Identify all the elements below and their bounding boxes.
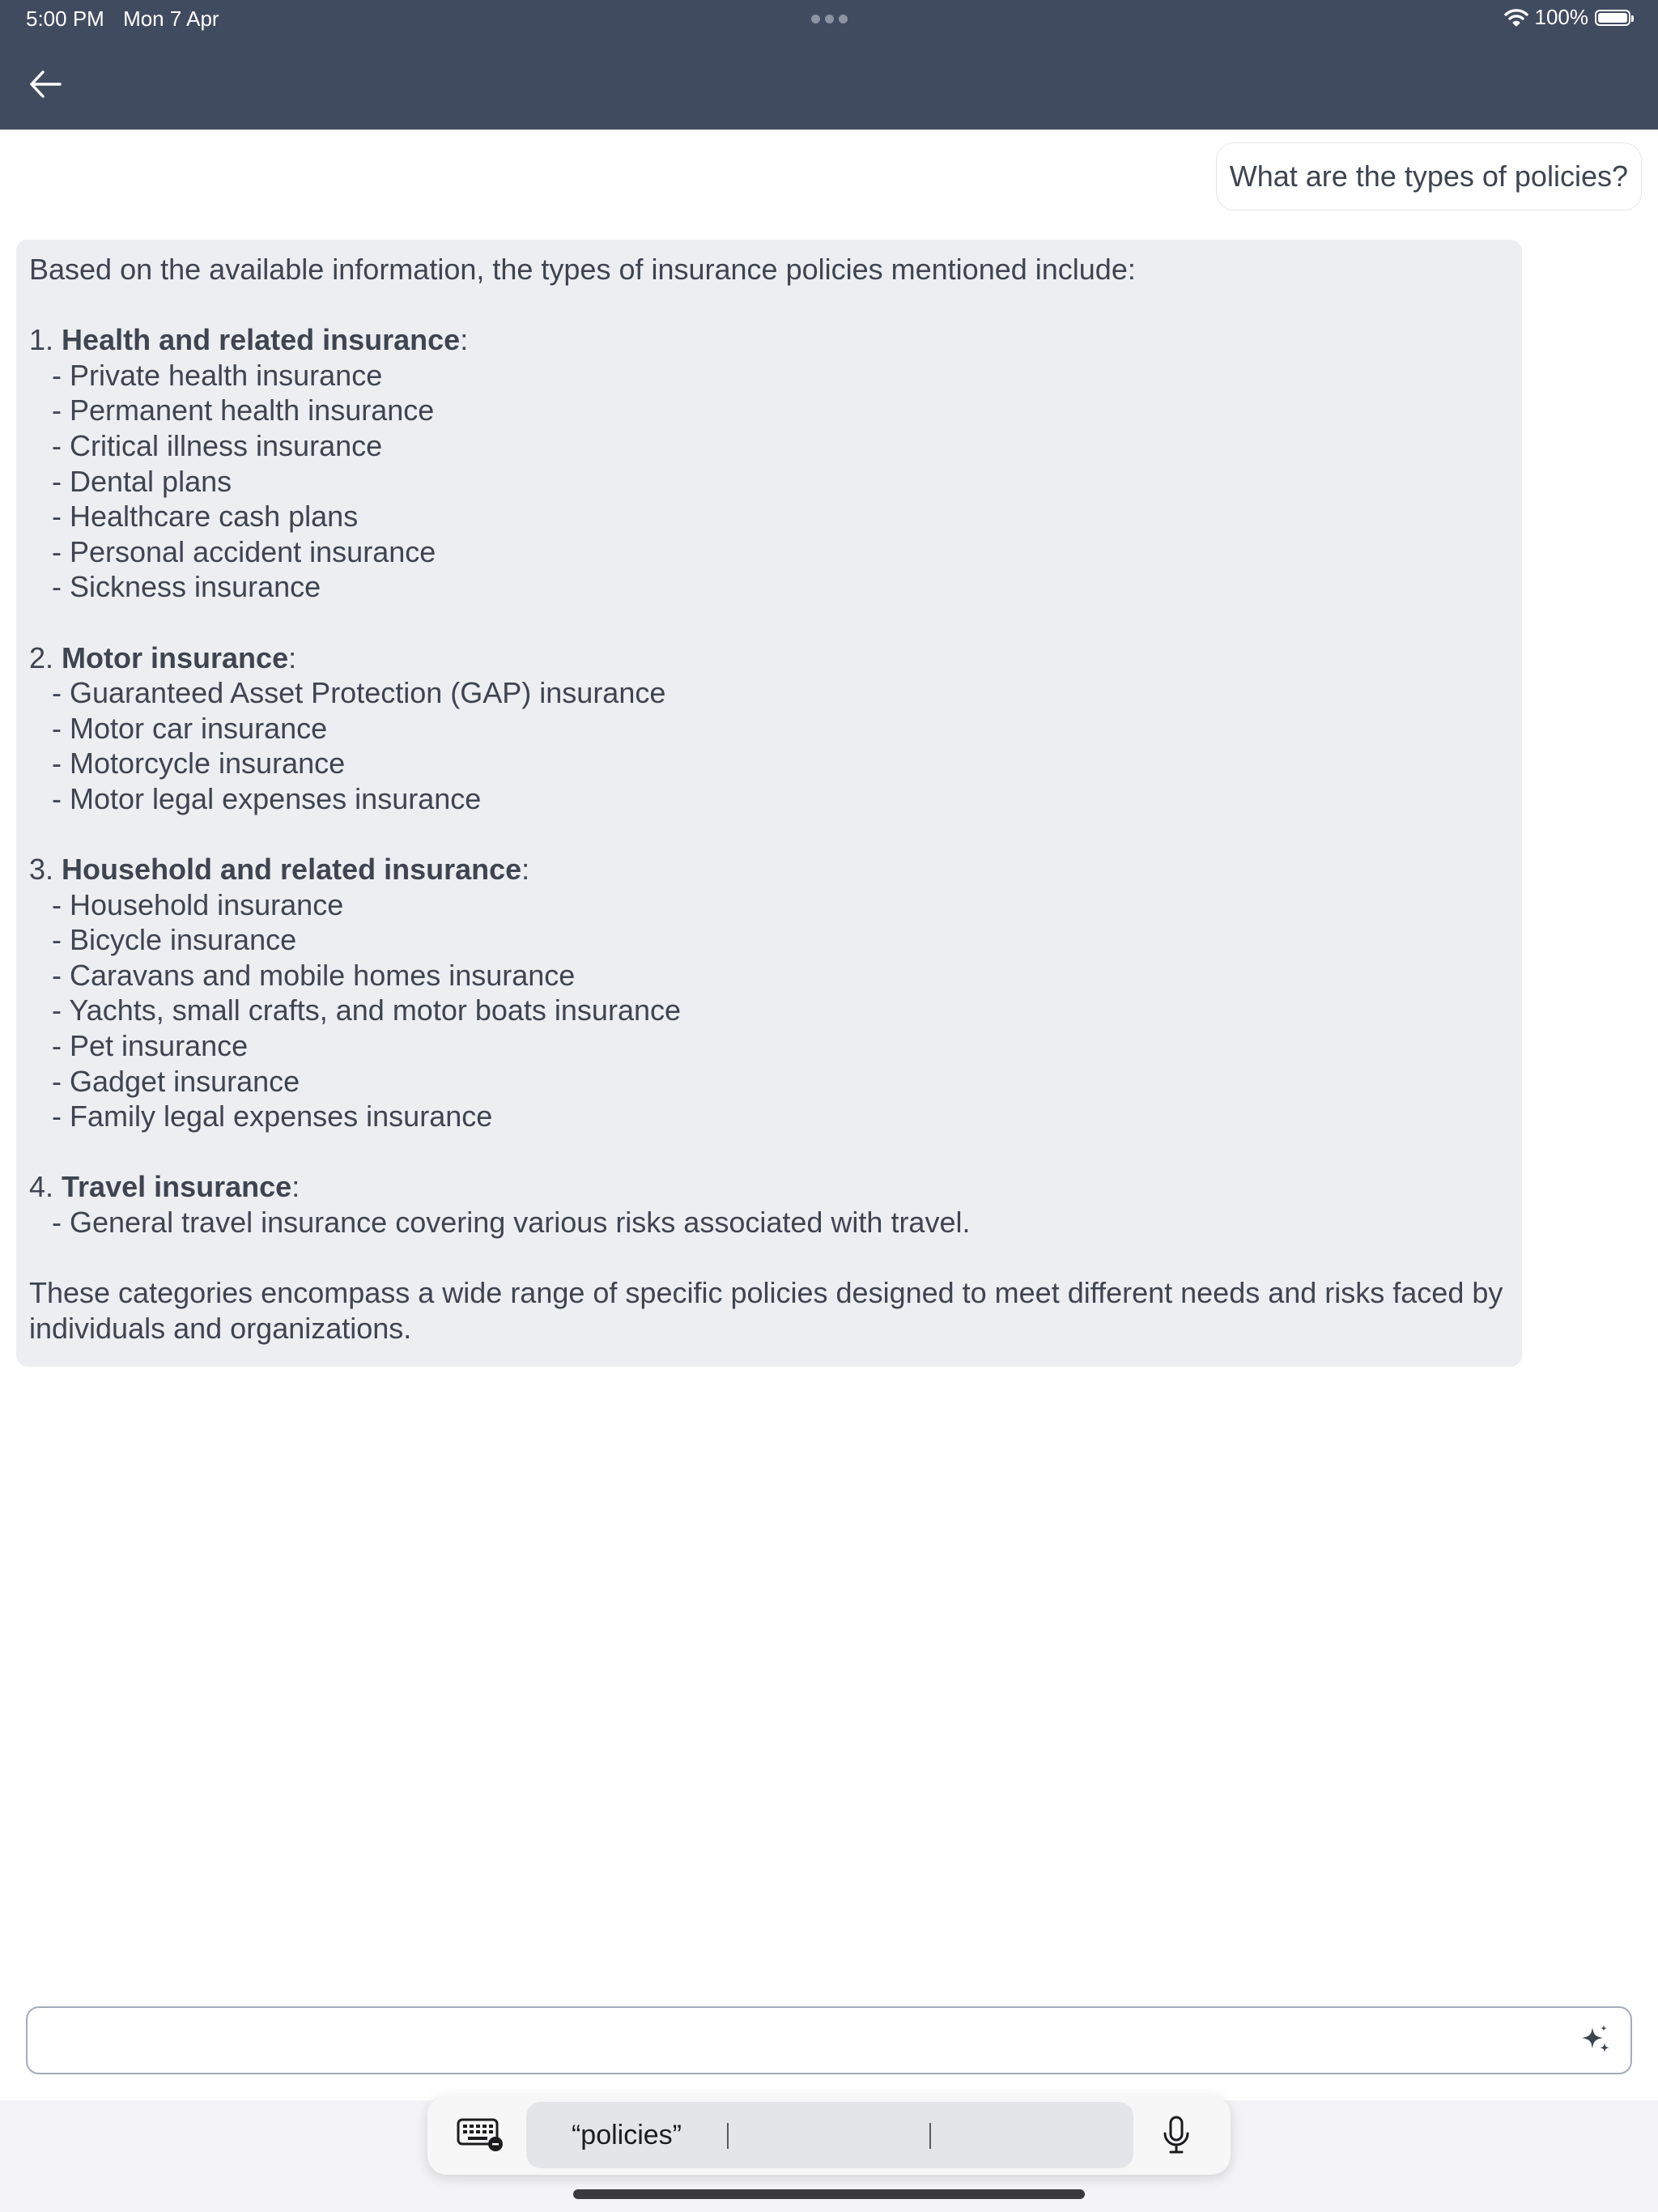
multitasking-dots-icon[interactable] bbox=[811, 15, 848, 23]
wifi-icon bbox=[1504, 8, 1528, 28]
status-indicators bbox=[1504, 5, 1631, 30]
list-item: - Motorcycle insurance bbox=[52, 747, 346, 781]
list-item: - Private health insurance bbox=[52, 358, 383, 392]
home-indicator[interactable] bbox=[573, 2189, 1085, 2199]
suggestion-item[interactable] bbox=[729, 2102, 929, 2168]
list-item: - General travel insurance covering various risks associated with travel. bbox=[52, 1206, 971, 1240]
user-message bbox=[1216, 143, 1642, 211]
list-item: - Sickness insurance bbox=[52, 570, 321, 604]
list-item: - Motor car insurance bbox=[52, 711, 328, 745]
sparkle-icon[interactable] bbox=[1577, 2023, 1614, 2060]
section-heading: 1. Health and related insurance: bbox=[29, 323, 469, 357]
status-date: Mon 7 Apr bbox=[123, 6, 219, 31]
status-time bbox=[26, 6, 219, 32]
assistant-intro: Based on the available information, the types of insurance policies mentioned include: bbox=[29, 253, 1136, 286]
list-item: - Caravans and mobile homes insurance bbox=[52, 958, 576, 992]
list-item: - Motor legal expenses insurance bbox=[52, 781, 482, 815]
keyboard-icon[interactable] bbox=[457, 2116, 505, 2154]
assistant-message bbox=[16, 240, 1522, 1367]
section-heading: 3. Household and related insurance: bbox=[29, 853, 530, 887]
dictation-bar bbox=[427, 2095, 1231, 2175]
list-item: - Gadget insurance bbox=[52, 1064, 300, 1098]
battery-icon bbox=[1595, 10, 1630, 26]
suggestion-item[interactable] bbox=[931, 2102, 1133, 2168]
list-item: - Pet insurance bbox=[52, 1029, 249, 1063]
status-time-value: 5:00 PM bbox=[26, 6, 104, 31]
list-item: - Household insurance bbox=[52, 887, 344, 921]
list-item: - Dental plans bbox=[52, 464, 232, 498]
section-heading: 2. Motor insurance: bbox=[29, 640, 297, 674]
section-heading: 4. Travel insurance: bbox=[29, 1170, 300, 1204]
microphone-icon[interactable] bbox=[1154, 2113, 1198, 2157]
list-item: - Bicycle insurance bbox=[52, 923, 297, 957]
chat-input-box[interactable] bbox=[26, 2006, 1632, 2074]
list-item: - Guaranteed Asset Protection (GAP) insurance bbox=[52, 676, 666, 710]
suggestion-item[interactable]: “policies” bbox=[571, 2119, 682, 2150]
chat-input[interactable] bbox=[44, 2008, 1553, 2074]
battery-percent: 100% bbox=[1534, 5, 1588, 29]
list-item: - Permanent health insurance bbox=[52, 393, 435, 428]
list-item: - Personal accident insurance bbox=[52, 534, 436, 568]
list-item: - Yachts, small crafts, and motor boats insurance bbox=[52, 993, 682, 1027]
list-item: - Healthcare cash plans bbox=[52, 500, 359, 534]
back-button[interactable] bbox=[21, 60, 70, 108]
list-item: - Critical illness insurance bbox=[52, 428, 383, 462]
app-header bbox=[0, 0, 1658, 130]
dictation-suggestions bbox=[526, 2102, 1133, 2168]
user-message-text: What are the types of policies? bbox=[1229, 160, 1628, 193]
arrow-left-icon bbox=[29, 70, 62, 99]
list-item: - Family legal expenses insurance bbox=[52, 1100, 493, 1134]
assistant-conclusion: These categories encompass a wide range of specific policies designed to meet different needs and risks faced by individuals and organizations. bbox=[29, 1276, 1503, 1345]
